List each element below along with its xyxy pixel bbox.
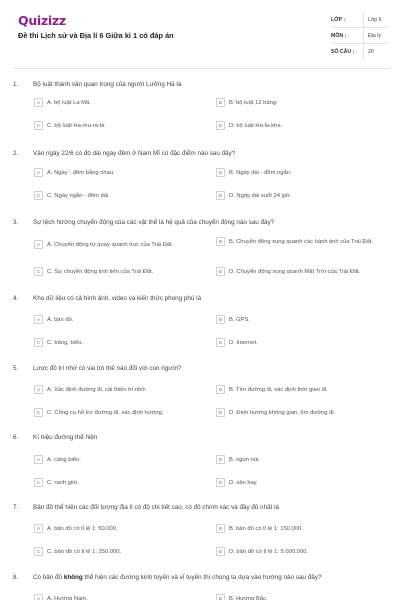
header-divider [14,68,390,69]
option-letter-box: B [216,315,225,324]
meta-value: Lớp 6 [363,12,389,27]
option-d[interactable] [216,121,386,134]
question-number: 8. [13,574,19,581]
option-d[interactable] [216,338,386,351]
option-letter-box: D [216,338,225,347]
option-letter-box: B [216,237,225,246]
option-text: B. GPS. [229,316,250,323]
option-letter-box: A [34,524,43,533]
option-text: A. Chuyển động tự quay quanh trục của Trái Đất. [47,241,174,248]
meta-value: 20 [363,44,389,60]
meta-row-grade [331,12,389,28]
question-text-part: thể hiện các đường kinh tuyến và vĩ tuyến thì chúng ta dựa vào hướng nào sau đây? [82,574,322,581]
option-a[interactable] [34,524,209,537]
question-number: 6. [13,434,19,441]
meta-label: MÔN : [331,32,347,39]
option-c[interactable] [34,191,209,204]
option-letter-box: A [34,240,43,249]
option-text: B. Hướng Bắc. [229,595,268,600]
option-text: A. bản đồ. [47,316,74,323]
option-a[interactable] [34,594,209,600]
option-c[interactable] [34,267,209,280]
option-letter-box: C [34,191,43,200]
option-a[interactable] [34,315,209,328]
option-a[interactable] [34,240,209,253]
option-b[interactable] [216,455,386,468]
option-d[interactable] [216,478,386,491]
option-text: D. Chuyển động xung quanh Mặt Trời của Trái Đất. [229,268,361,275]
option-d[interactable] [216,191,386,204]
question-number: 4. [13,295,19,302]
question-text: Kho dữ liệu có cả hình ảnh, video và kiến thức phong phú là [33,295,202,302]
option-letter-box: B [216,594,225,600]
meta-table [331,12,389,60]
option-text: D. bản đồ có tỉ lệ 1: 5.000.000. [229,548,308,555]
question-text: Bản đồ thể hiện các đối tượng địa lí có độ chi tiết cao, có độ chính xác và đầy đủ nhất là [33,504,280,511]
option-letter-box: D [216,191,225,200]
option-letter-box: D [216,478,225,487]
option-c[interactable] [34,408,209,421]
option-letter-box: C [34,547,43,556]
question-number: 2. [13,150,19,157]
option-text: A. Hướng Nam. [47,595,88,600]
option-text: D. bộ luật Ha-la-kha. [229,122,283,129]
option-text: B. bộ luật 12 bảng. [229,99,278,106]
option-a[interactable] [34,98,209,111]
option-text: A. bản đồ có tỉ lệ 1: 50.000. [47,525,118,532]
question-number: 5. [13,365,19,372]
meta-row-count [331,44,389,60]
option-letter-box: B [216,98,225,107]
option-letter-box: D [216,267,225,276]
option-letter-box: A [34,168,43,177]
meta-value: Địa lý [363,28,389,43]
option-text: A. Ngày - đêm bằng nhau. [47,169,115,176]
option-text: B. Ngày dài - đêm ngắn. [229,169,292,176]
option-text: A. bộ luật La Mã. [47,99,91,106]
option-text: D. Internet. [229,339,258,346]
option-text: D. sân bay. [229,479,258,486]
option-text: C. bảng, biểu. [47,339,84,346]
option-letter-box: C [34,478,43,487]
option-b[interactable] [216,315,386,328]
option-letter-box: D [216,121,225,130]
option-letter-box: C [34,121,43,130]
option-text: C. ranh giới. [47,479,79,486]
page-title: Đề thi Lịch sử và Địa lí 6 Giữa kì 1 có đáp án [18,31,174,40]
option-text: C. bản đồ có tỉ lệ 1: 250.000. [47,548,122,555]
meta-row-subject [331,28,389,44]
question-text-part: Có bản đồ [33,574,64,581]
question-number: 1. [13,81,19,88]
option-a[interactable] [34,455,209,468]
option-text: A. Xác định đường đi, cải thiện trí nhớ. [47,386,147,393]
question-number: 7. [13,504,19,511]
option-letter-box: B [216,168,225,177]
meta-label: SỐ CÂU : [331,49,355,55]
option-letter-box: C [34,408,43,417]
option-text: B. Chuyển động xung quanh các hành tinh của Trái Đất. [229,238,374,245]
option-text: C. bộ luật Ha-mu-ra-bi. [47,122,106,129]
option-b[interactable] [216,524,386,537]
option-a[interactable] [34,168,209,181]
option-text: D. Định hướng không gian, tìm đường đi. [229,409,336,416]
question-number: 3. [13,219,19,226]
option-b[interactable] [216,594,386,600]
question-text: Bộ luật thành văn quan trọng của người Lưỡng Hà là [33,81,182,88]
option-b[interactable] [216,98,386,111]
page-header [0,0,400,66]
option-letter-box: A [34,594,43,600]
option-letter-box: A [34,455,43,464]
option-b[interactable] [216,168,386,181]
option-letter-box: D [216,408,225,417]
option-c[interactable] [34,338,209,351]
question-text: Lược đồ trí nhớ có vai trò thế nào đối với con người? [33,365,182,372]
option-letter-box: B [216,455,225,464]
quizizz-logo: Quizizz [18,13,66,28]
option-text: C. Sự chuyển động tịnh tiến của Trái Đất. [47,268,154,275]
option-text: B. ngọn núi. [229,456,260,463]
option-letter-box: B [216,385,225,394]
question-text [33,574,383,581]
option-c[interactable] [34,478,209,491]
option-letter-box: A [34,385,43,394]
question-text-emphasis: không [63,574,83,581]
question-text: Kí hiệu đường thể hiện [33,434,98,441]
option-letter-box: B [216,524,225,533]
option-d[interactable] [216,408,386,421]
option-text: B. Tìm đường đi, xác định thời gian đi. [229,386,328,393]
option-c[interactable] [34,121,209,134]
option-text: A. cảng biển. [47,456,81,463]
option-b[interactable] [216,237,386,255]
option-text: C. Công cụ hỗ trợ đường đi, xác định hướng. [47,409,164,416]
option-text: D. Ngày dài suốt 24 giờ. [229,192,292,199]
option-letter-box: A [34,315,43,324]
option-b[interactable] [216,385,386,398]
option-c[interactable] [34,547,209,560]
option-a[interactable] [34,385,209,398]
question-text: Sự lệch hướng chuyển động của các vật thể là hệ quả của chuyển động nào sau đây? [33,219,275,226]
option-text: B. bản đồ có tỉ lệ 1: 150.000. [229,525,303,532]
question-text: Vào ngày 22/6 có độ dài ngày đêm ở Nam Mĩ có đặc điểm nào sau đây? [33,150,236,157]
option-text: C. Ngày ngắn - đêm dài. [47,192,110,199]
option-letter-box: D [216,547,225,556]
option-d[interactable] [216,547,386,560]
option-d[interactable] [216,267,386,280]
option-letter-box: C [34,267,43,276]
option-letter-box: A [34,98,43,107]
option-letter-box: C [34,338,43,347]
meta-label: LỚP : [331,16,346,23]
